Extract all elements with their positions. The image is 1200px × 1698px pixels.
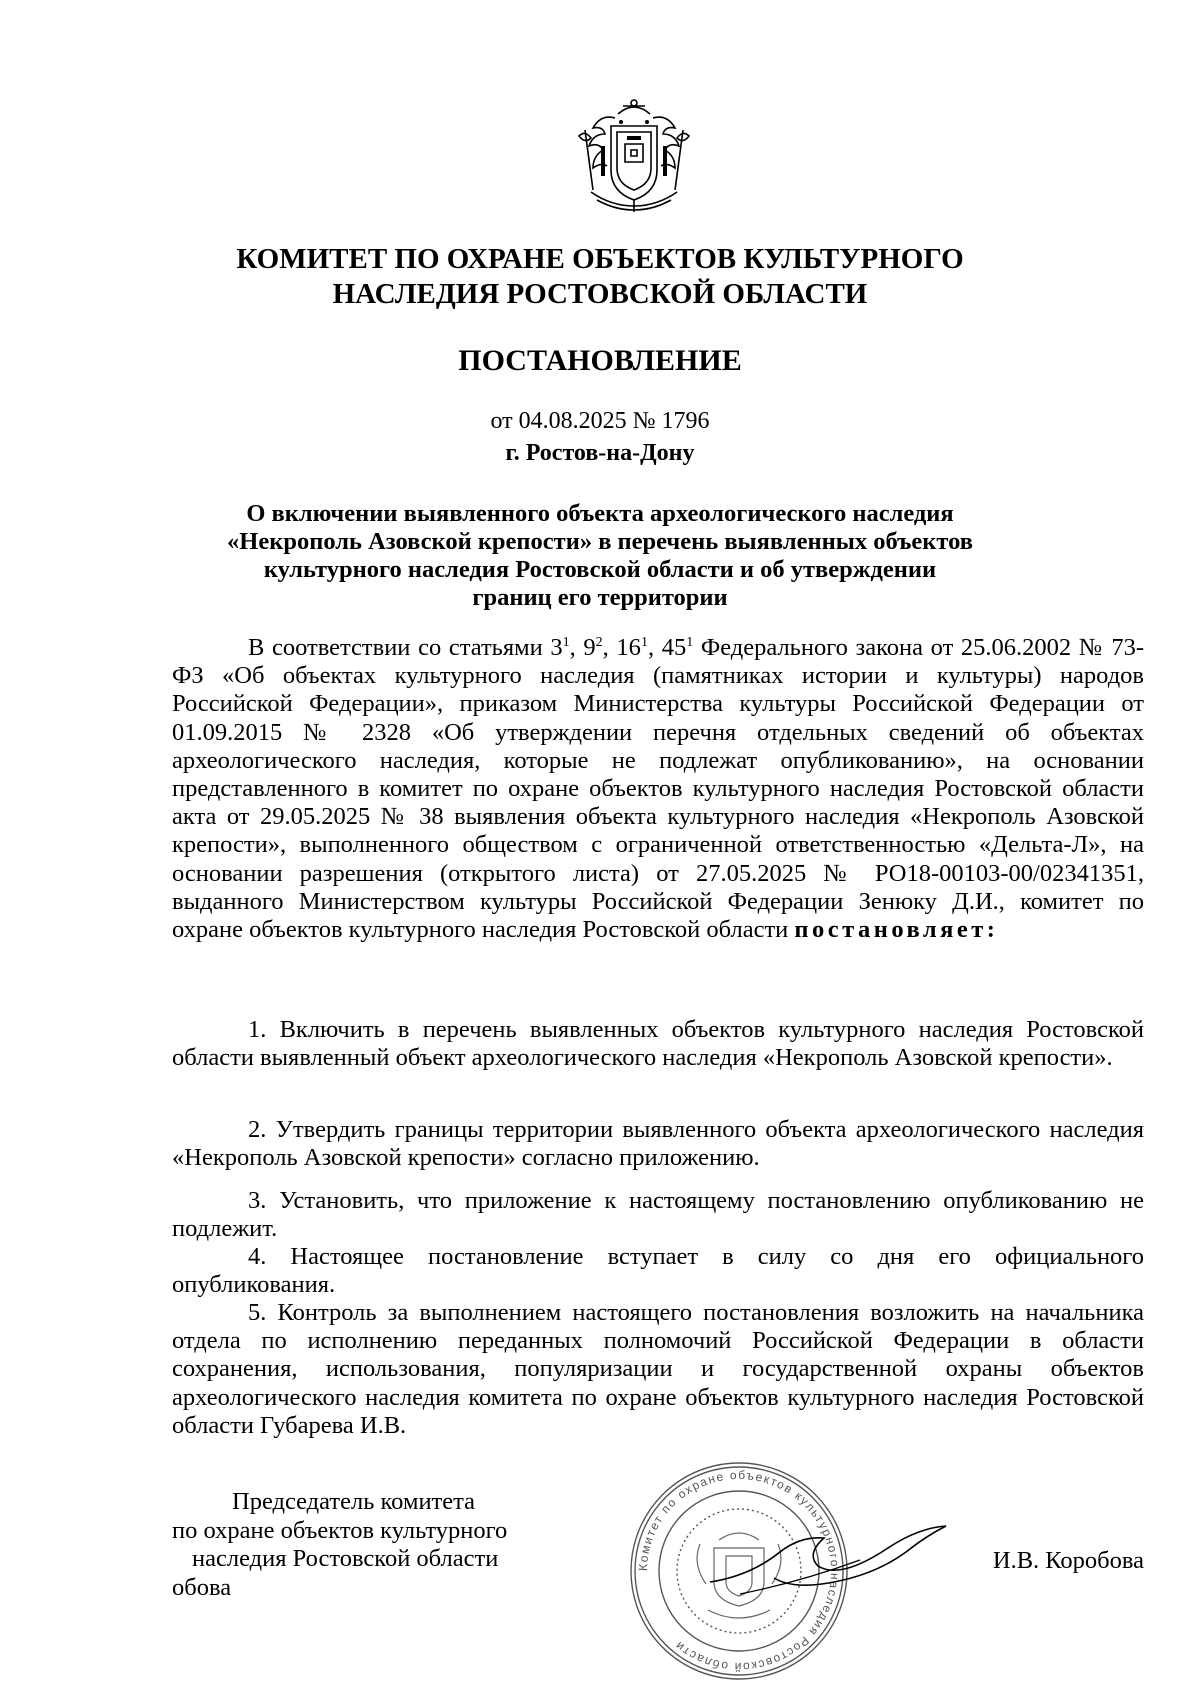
- decree-item-2: 2. Утвердить границы территории выявленного объекта археологического наследия «Некрополь Азовской крепости» согласно приложению.: [172, 1116, 1144, 1172]
- document-date-number: от 04.08.2025 № 1796: [490, 408, 710, 434]
- signer-title-line: наследия Ростовской области: [192, 1545, 499, 1572]
- preamble-text: , 45: [647, 634, 687, 661]
- decree-word: постановляет:: [794, 916, 999, 944]
- article-superscript: 2: [595, 634, 603, 650]
- document-city: г. Ростов-на-Дону: [505, 440, 695, 466]
- signer-title-line: по охране объектов культурного: [172, 1516, 508, 1544]
- preamble-text: , 16: [602, 634, 641, 661]
- organization-name-line2: НАСЛЕДИЯ РОСТОВСКОЙ ОБЛАСТИ: [332, 278, 868, 310]
- preamble-paragraph: [172, 634, 1144, 944]
- preamble-text: Федерального закона от 25.06.2002 № 73-ФЗ «Об объектах культурного наследия (памятниках истории и культуры) народов Российской Федерации», приказом Министерства культуры Российской Федерации от 01.09.2015 № 2328 «Об утверждении перечня отдельных сведений об объектах археологического наследия, которые не подлежат опубликованию», на основании представленного в комитет по охране объектов культурного наследия Ростовской области акта от 29.05.2025 № 38 выявления объекта культурного наследия «Некрополь Азовской крепости», выполненного обществом с ограниченной ответственностью «Дельта-Л», на основании разрешения (открытого листа) от 27.05.2025 № РО18-00103-00/02341351, выданного Министерством культуры Российской Федерации Зенюку Д.И., комитет по охране объектов культурного наследия Ростовской области: [172, 634, 1145, 944]
- subject-line: «Некрополь Азовской крепости» в перечень выявленных объектов: [227, 528, 973, 555]
- decree-item-1: 1. Включить в перечень выявленных объектов культурного наследия Ростовской области выявленный объект археологического наследия «Некрополь Азовской крепости».: [172, 1016, 1144, 1072]
- subject-line: культурного наследия Ростовской области и об утверждении: [263, 556, 937, 583]
- document-subject: [220, 500, 980, 612]
- subject-line: границ его территории: [472, 584, 728, 611]
- article-superscript: 1: [640, 634, 648, 650]
- subject-line: О включении выявленного объекта археологического наследия: [246, 500, 954, 527]
- seal-ring-text: Комитет по охране объектов культурного наследия Ростовской области: [635, 1467, 843, 1675]
- preamble-text: В соответствии со статьями 3: [248, 634, 563, 661]
- article-superscript: 1: [686, 634, 694, 650]
- decree-item-5: 5. Контроль за выполнением настоящего постановления возложить на начальника отдела по исполнению переданных полномочий Российской Федерации в области сохранения, использования, популяризации и государственной охраны объектов археологического наследия комитета по охране объектов культурного наследия Ростовской области Губарева И.В.: [172, 1299, 1144, 1439]
- signer-title-line: обова: [172, 1573, 232, 1601]
- coat-of-arms-emblem: [571, 96, 697, 216]
- signer-title: [172, 1488, 592, 1602]
- document-type: ПОСТАНОВЛЕНИЕ: [458, 344, 742, 377]
- decree-item-3: 3. Установить, что приложение к настоящему постановлению опубликованию не подлежит.: [172, 1187, 1144, 1243]
- organization-name-line1: КОМИТЕТ ПО ОХРАНЕ ОБЪЕКТОВ КУЛЬТУРНОГО: [236, 243, 964, 275]
- signer-name: И.В. Коробова: [992, 1547, 1144, 1574]
- preamble-text: , 9: [569, 634, 596, 661]
- decree-item-4: 4. Настоящее постановление вступает в силу со дня его официального опубликования.: [172, 1243, 1144, 1299]
- article-superscript: 1: [562, 634, 570, 650]
- signer-title-line: Председатель комитета: [232, 1488, 476, 1515]
